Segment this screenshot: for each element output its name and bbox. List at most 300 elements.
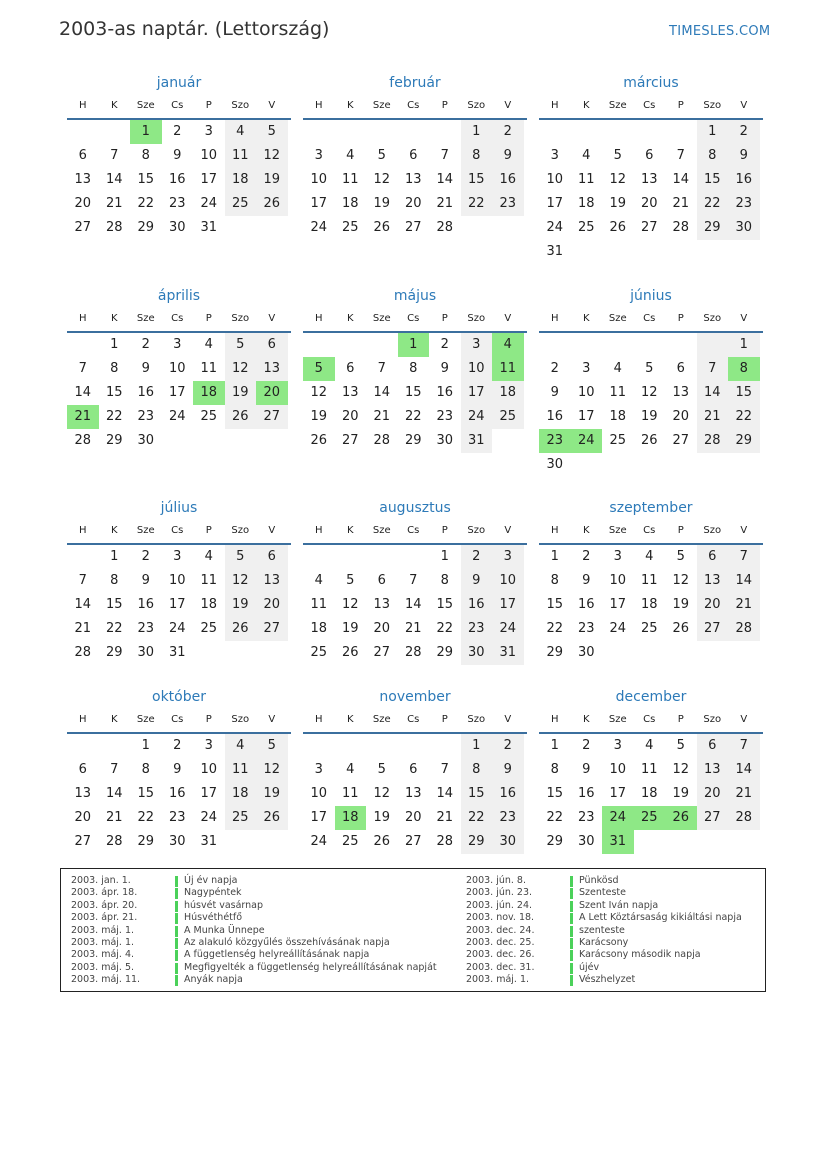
holiday-name: Szenteste	[579, 887, 626, 899]
empty-cell	[728, 641, 760, 665]
day-cell: 13	[341, 385, 359, 400]
day-cell: 26	[256, 806, 288, 830]
weekday-label: Szo	[703, 313, 722, 324]
day-cell: 8	[110, 573, 119, 588]
day-cell: 24	[609, 621, 627, 636]
holiday-marker	[175, 950, 178, 961]
week-row	[67, 569, 291, 593]
week-row	[303, 734, 527, 758]
day-cell: 17	[577, 409, 595, 424]
week-row	[67, 782, 291, 806]
day-cell: 7	[440, 148, 449, 163]
empty-cell	[225, 429, 257, 453]
day-cell: 9	[728, 144, 760, 168]
day-cell: 1	[728, 333, 760, 357]
month-calendar	[303, 286, 527, 453]
empty-cell	[303, 333, 335, 357]
weekday-label: Cs	[643, 100, 656, 111]
week-row	[539, 120, 763, 144]
empty-cell	[162, 429, 194, 453]
empty-cell	[366, 734, 398, 758]
week-row	[67, 734, 291, 758]
empty-cell	[67, 545, 99, 569]
day-cell: 29	[546, 834, 564, 849]
day-cell: 1	[130, 120, 162, 144]
empty-cell	[225, 216, 257, 240]
month-name: július	[160, 500, 198, 516]
day-cell: 7	[110, 148, 119, 163]
day-cell: 29	[137, 834, 155, 849]
weekday-label: P	[441, 714, 448, 725]
holiday-name: A függetlenség helyreállításának napja	[184, 949, 370, 961]
month-calendar	[303, 73, 527, 240]
day-cell: 18	[200, 597, 218, 612]
day-cell: 22	[546, 621, 564, 636]
week-row	[67, 758, 291, 782]
week-row	[303, 545, 527, 569]
day-cell: 4	[582, 148, 591, 163]
day-cell: 24	[461, 405, 493, 429]
day-cell: 18	[640, 597, 658, 612]
month-name: november	[379, 689, 451, 705]
day-cell: 12	[672, 762, 690, 777]
day-cell: 1	[398, 333, 430, 357]
day-cell: 15	[728, 381, 760, 405]
day-cell: 8	[550, 762, 559, 777]
month-calendar	[67, 73, 291, 240]
weekday-label: Sze	[608, 525, 627, 536]
day-cell: 1	[461, 120, 493, 144]
day-cell: 26	[609, 220, 627, 235]
day-cell: 5	[377, 762, 386, 777]
day-cell: 20	[697, 782, 729, 806]
empty-cell	[99, 734, 131, 758]
day-cell: 1	[110, 337, 119, 352]
weekday-label: Cs	[643, 714, 656, 725]
day-cell: 22	[105, 409, 123, 424]
empty-cell	[602, 120, 634, 144]
empty-cell	[398, 734, 430, 758]
empty-cell	[461, 216, 493, 240]
day-cell: 2	[461, 545, 493, 569]
month-calendar	[303, 687, 527, 854]
day-cell: 29	[697, 216, 729, 240]
day-cell: 9	[582, 762, 591, 777]
weekday-label: V	[740, 313, 748, 324]
day-cell: 6	[697, 545, 729, 569]
day-cell: 30	[461, 641, 493, 665]
day-cell: 17	[310, 810, 328, 825]
day-cell: 24	[168, 409, 186, 424]
day-cell: 24	[602, 806, 634, 830]
day-cell: 23	[137, 621, 155, 636]
day-cell: 3	[204, 124, 213, 139]
day-cell: 29	[436, 645, 454, 660]
week-row	[539, 333, 763, 357]
empty-cell	[256, 641, 288, 665]
day-cell: 5	[225, 333, 257, 357]
day-cell: 3	[204, 738, 213, 753]
day-cell: 8	[461, 758, 493, 782]
day-cell: 22	[461, 806, 493, 830]
day-cell: 2	[582, 549, 591, 564]
day-cell: 2	[492, 120, 524, 144]
week-row	[67, 168, 291, 192]
weekday-header	[303, 96, 527, 120]
day-cell: 6	[645, 148, 654, 163]
empty-cell	[571, 333, 603, 357]
month-calendar	[539, 73, 763, 264]
day-cell: 28	[728, 806, 760, 830]
weekday-label: Szo	[231, 100, 250, 111]
holiday-date: 2003. máj. 1.	[71, 924, 135, 936]
week-row	[67, 144, 291, 168]
day-cell: 2	[728, 120, 760, 144]
weekday-label: Szo	[467, 100, 486, 111]
day-cell: 26	[256, 192, 288, 216]
site-link[interactable]: TIMESLES.COM	[669, 24, 771, 39]
day-cell: 8	[461, 144, 493, 168]
weekday-label: P	[205, 525, 212, 536]
holiday-row	[71, 912, 437, 924]
day-cell: 25	[640, 621, 658, 636]
day-cell: 14	[373, 385, 391, 400]
day-cell: 23	[539, 429, 571, 453]
day-cell: 10	[546, 172, 564, 187]
day-cell: 16	[577, 786, 595, 801]
day-cell: 6	[78, 762, 87, 777]
empty-cell	[634, 120, 666, 144]
day-cell: 24	[310, 834, 328, 849]
holiday-row	[466, 974, 742, 986]
day-cell: 14	[728, 758, 760, 782]
day-cell: 27	[697, 806, 729, 830]
weekday-label: H	[78, 525, 87, 536]
day-cell: 11	[200, 361, 218, 376]
day-cell: 14	[697, 381, 729, 405]
day-cell: 15	[546, 786, 564, 801]
day-cell: 13	[74, 786, 92, 801]
day-cell: 4	[645, 738, 654, 753]
week-row	[303, 333, 527, 357]
day-cell: 25	[225, 192, 257, 216]
holiday-marker	[570, 938, 573, 949]
holiday-name: Húsvéthétfő	[184, 912, 243, 924]
weekday-label: K	[346, 714, 354, 725]
weekday-label: K	[582, 714, 590, 725]
day-cell: 8	[440, 573, 449, 588]
day-cell: 21	[697, 405, 729, 429]
day-cell: 21	[105, 196, 123, 211]
week-row	[303, 641, 527, 665]
empty-cell	[634, 453, 666, 477]
day-cell: 12	[256, 758, 288, 782]
weekday-label: Sze	[372, 525, 391, 536]
day-cell: 16	[728, 168, 760, 192]
month-name: május	[393, 288, 437, 304]
week-row	[67, 192, 291, 216]
day-cell: 4	[204, 549, 213, 564]
holiday-marker	[175, 926, 178, 937]
day-cell: 21	[373, 409, 391, 424]
empty-cell	[665, 333, 697, 357]
empty-cell	[602, 333, 634, 357]
week-row	[303, 806, 527, 830]
day-cell: 13	[404, 786, 422, 801]
week-row	[67, 381, 291, 405]
day-cell: 7	[728, 734, 760, 758]
day-cell: 5	[225, 545, 257, 569]
day-cell: 7	[110, 762, 119, 777]
week-row	[67, 806, 291, 830]
weekday-label: Cs	[643, 313, 656, 324]
day-cell: 19	[256, 782, 288, 806]
holiday-name: szenteste	[579, 924, 625, 936]
weekday-label: V	[740, 525, 748, 536]
week-row	[303, 429, 527, 453]
empty-cell	[665, 240, 697, 264]
holiday-name: A Munka Ünnepe	[184, 924, 265, 936]
holiday-name: húsvét vasárnap	[184, 899, 264, 911]
day-cell: 22	[546, 810, 564, 825]
day-cell: 13	[697, 758, 729, 782]
day-cell: 25	[200, 409, 218, 424]
day-cell: 10	[168, 361, 186, 376]
day-cell: 20	[373, 621, 391, 636]
day-cell: 9	[492, 144, 524, 168]
day-cell: 2	[173, 124, 182, 139]
day-cell: 17	[168, 385, 186, 400]
holiday-date: 2003. máj. 5.	[71, 961, 135, 973]
day-cell: 12	[310, 385, 328, 400]
day-cell: 9	[440, 361, 449, 376]
day-cell: 5	[676, 549, 685, 564]
day-cell: 17	[168, 597, 186, 612]
week-row	[303, 782, 527, 806]
day-cell: 13	[404, 172, 422, 187]
day-cell: 16	[168, 786, 186, 801]
day-cell: 21	[74, 621, 92, 636]
day-cell: 3	[492, 545, 524, 569]
day-cell: 19	[672, 597, 690, 612]
week-row	[539, 405, 763, 429]
weekday-label: Sze	[136, 714, 155, 725]
empty-cell	[256, 429, 288, 453]
holiday-date: 2003. ápr. 21.	[71, 912, 138, 924]
weekday-label: Cs	[407, 714, 420, 725]
day-cell: 16	[577, 597, 595, 612]
day-cell: 28	[373, 433, 391, 448]
holiday-legend	[60, 868, 766, 992]
day-cell: 15	[137, 172, 155, 187]
weekday-label: H	[550, 525, 559, 536]
holiday-marker	[570, 950, 573, 961]
holiday-marker	[570, 975, 573, 986]
weekday-label: Sze	[608, 100, 627, 111]
day-cell: 16	[546, 409, 564, 424]
day-cell: 20	[672, 409, 690, 424]
week-row	[303, 405, 527, 429]
day-cell: 31	[200, 834, 218, 849]
week-row	[67, 617, 291, 641]
week-row	[67, 830, 291, 854]
day-cell: 29	[404, 433, 422, 448]
weekday-header	[67, 710, 291, 734]
day-cell: 6	[256, 545, 288, 569]
day-cell: 7	[440, 762, 449, 777]
empty-cell	[335, 333, 367, 357]
day-cell: 31	[461, 429, 493, 453]
day-cell: 16	[137, 385, 155, 400]
holiday-marker	[175, 901, 178, 912]
holiday-name: Pünkösd	[579, 875, 619, 886]
day-cell: 26	[640, 433, 658, 448]
week-row	[303, 216, 527, 240]
week-row	[67, 120, 291, 144]
day-cell: 1	[110, 549, 119, 564]
day-cell: 27	[74, 220, 92, 235]
holiday-marker	[570, 876, 573, 887]
holiday-name: Az alakuló közgyűlés összehívásának napja	[184, 936, 390, 948]
day-cell: 27	[256, 405, 288, 429]
day-cell: 16	[436, 385, 454, 400]
day-cell: 22	[137, 196, 155, 211]
day-cell: 20	[74, 810, 92, 825]
empty-cell	[728, 240, 760, 264]
empty-cell	[634, 830, 666, 854]
month-name: szeptember	[609, 500, 693, 516]
holiday-name: Szent Iván napja	[579, 899, 659, 911]
weekday-label: Cs	[171, 714, 184, 725]
day-cell: 22	[728, 405, 760, 429]
weekday-label: P	[205, 100, 212, 111]
weekday-label: H	[78, 313, 87, 324]
day-cell: 25	[225, 806, 257, 830]
empty-cell	[665, 453, 697, 477]
week-row	[539, 381, 763, 405]
month-name: április	[157, 288, 201, 304]
week-row	[67, 593, 291, 617]
holiday-name: újév	[579, 961, 600, 973]
day-cell: 18	[609, 409, 627, 424]
day-cell: 27	[373, 645, 391, 660]
day-cell: 20	[404, 196, 422, 211]
day-cell: 9	[173, 148, 182, 163]
day-cell: 14	[672, 172, 690, 187]
day-cell: 8	[141, 762, 150, 777]
empty-cell	[571, 240, 603, 264]
holiday-date: 2003. máj. 1.	[71, 936, 135, 948]
week-row	[539, 216, 763, 240]
empty-cell	[539, 120, 571, 144]
holiday-row	[71, 925, 437, 937]
day-cell: 29	[105, 433, 123, 448]
day-cell: 5	[346, 573, 355, 588]
day-cell: 22	[697, 192, 729, 216]
holiday-row	[466, 925, 742, 937]
week-row	[67, 333, 291, 357]
day-cell: 27	[640, 220, 658, 235]
weekday-label: K	[110, 313, 118, 324]
day-cell: 22	[105, 621, 123, 636]
day-cell: 13	[672, 385, 690, 400]
day-cell: 18	[492, 381, 524, 405]
weekday-header	[67, 309, 291, 333]
day-cell: 11	[640, 762, 658, 777]
day-cell: 21	[436, 810, 454, 825]
day-cell: 5	[303, 357, 335, 381]
empty-cell	[697, 453, 729, 477]
day-cell: 10	[492, 569, 524, 593]
weekday-label: Sze	[372, 714, 391, 725]
day-cell: 14	[404, 597, 422, 612]
day-cell: 11	[492, 357, 524, 381]
holiday-date: 2003. dec. 26.	[466, 949, 535, 961]
day-cell: 17	[461, 381, 493, 405]
day-cell: 27	[697, 617, 729, 641]
weekday-label: Szo	[231, 525, 250, 536]
holiday-date: 2003. jún. 23.	[466, 887, 533, 899]
day-cell: 10	[200, 148, 218, 163]
day-cell: 4	[204, 337, 213, 352]
empty-cell	[193, 641, 225, 665]
day-cell: 8	[550, 573, 559, 588]
day-cell: 18	[341, 196, 359, 211]
holiday-row	[466, 949, 742, 961]
holiday-list-left	[71, 875, 437, 987]
week-row	[303, 381, 527, 405]
day-cell: 28	[436, 834, 454, 849]
day-cell: 13	[697, 569, 729, 593]
day-cell: 30	[728, 216, 760, 240]
holiday-marker	[570, 913, 573, 924]
day-cell: 26	[373, 834, 391, 849]
weekday-label: V	[504, 100, 512, 111]
week-row	[67, 545, 291, 569]
day-cell: 24	[168, 621, 186, 636]
day-cell: 11	[341, 172, 359, 187]
empty-cell	[697, 830, 729, 854]
day-cell: 23	[492, 192, 524, 216]
day-cell: 7	[728, 545, 760, 569]
day-cell: 25	[341, 834, 359, 849]
month-calendar	[67, 498, 291, 665]
empty-cell	[697, 240, 729, 264]
holiday-row	[466, 962, 742, 974]
holiday-name: Karácsony	[579, 936, 629, 948]
day-cell: 1	[440, 549, 449, 564]
day-cell: 12	[672, 573, 690, 588]
weekday-label: P	[677, 525, 684, 536]
day-cell: 4	[314, 573, 323, 588]
day-cell: 20	[404, 810, 422, 825]
day-cell: 15	[461, 782, 493, 806]
day-cell: 13	[373, 597, 391, 612]
weekday-label: H	[314, 525, 323, 536]
week-row	[539, 641, 763, 665]
empty-cell	[429, 734, 461, 758]
day-cell: 11	[577, 172, 595, 187]
day-cell: 24	[310, 220, 328, 235]
empty-cell	[728, 453, 760, 477]
empty-cell	[335, 120, 367, 144]
day-cell: 27	[341, 433, 359, 448]
holiday-marker	[175, 975, 178, 986]
day-cell: 6	[78, 148, 87, 163]
day-cell: 30	[168, 220, 186, 235]
weekday-label: Sze	[608, 714, 627, 725]
holiday-marker	[175, 888, 178, 899]
